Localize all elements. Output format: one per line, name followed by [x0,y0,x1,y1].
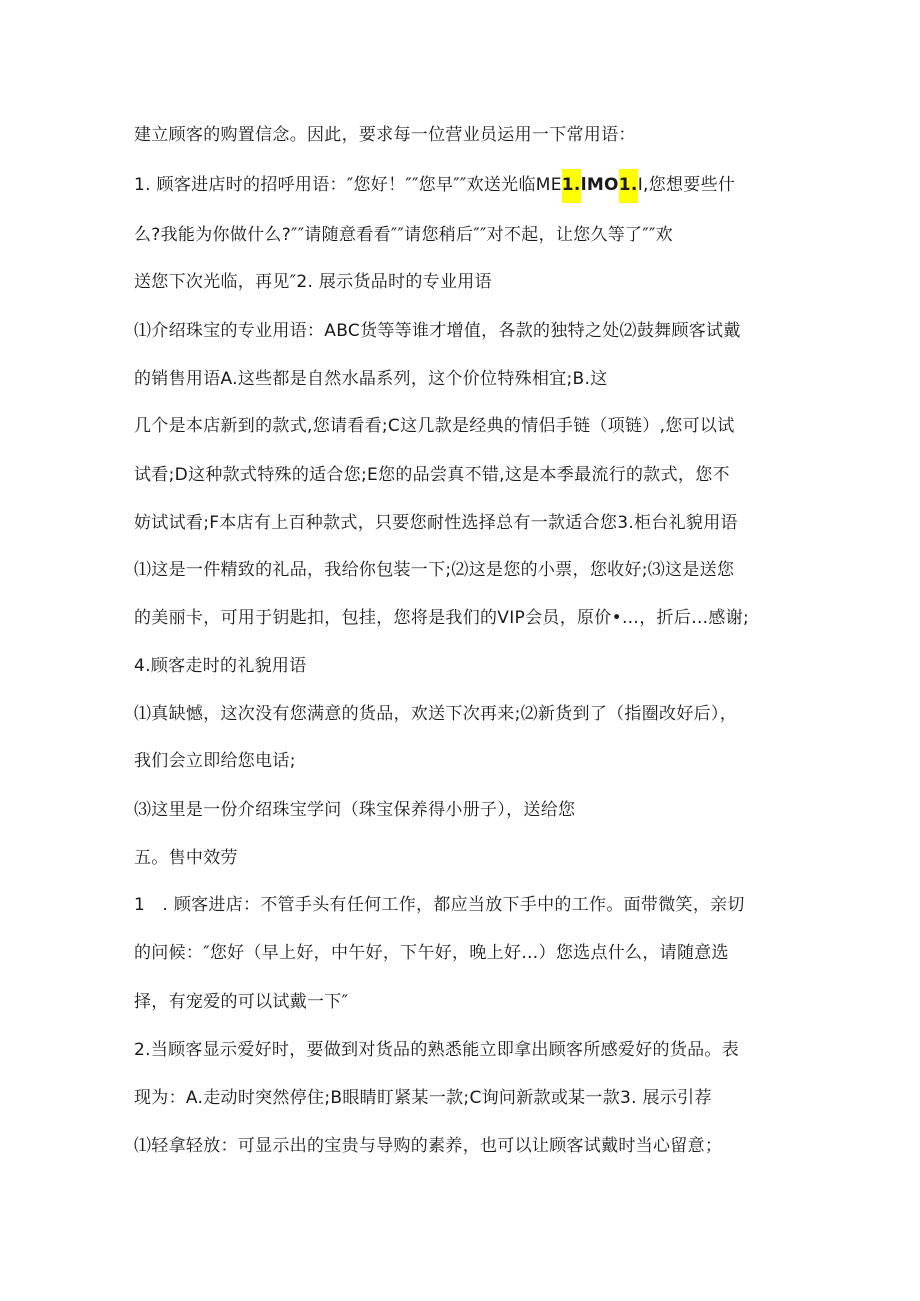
text-line-6: 的销售用语A.这些都是自然水晶系列，这个价位特殊相宜;B.这 [134,369,608,389]
text-line-15: ⑶这里是一份介绍珠宝学问（珠宝保养得小册子），送给您 [134,800,576,820]
text-line-20: 2.当顾客显示爱好时，要做到对货品的熟悉能立即拿出顾客所感爱好的货品。表 [134,1040,740,1060]
text-line-14: 我们会立即给您电话; [134,751,296,771]
text-line-2-end: I,您想要些什 [637,175,736,195]
text-line-17: 1 . 顾客进店：不管手头有任何工作，都应当放下手中的工作。面带微笑，亲切 [134,895,745,915]
text-line-10: ⑴这是一件精致的礼品，我给你包装一下;⑵这是您的小票，您收好;⑶这是送您 [134,560,735,580]
text-line-13: ⑴真缺憾，这次没有您满意的货品，欢送下次再来;⑵新货到了（指圈改好后）， [134,704,738,724]
text-line-2 [134,173,794,197]
text-line-1: 建立顾客的购置信念。因此，要求每一位营业员运用一下常用语： [134,125,636,145]
text-line-21: 现为：A.走动时突然停住;B眼睛盯紧某一款;C询问新款或某一款3. 展示引荐 [134,1088,712,1108]
text-line-18: 的问候：″您好（早上好，中午好，下午好，晚上好…）您选点什么，请随意选 [134,943,729,963]
text-line-5: ⑴介绍珠宝的专业用语：ABC货等等谁才增值，各款的独特之处⑵鼓舞顾客试戴 [134,321,741,341]
text-line-22: ⑴轻拿轻放：可显示出的宝贵与导购的素养，也可以让顾客试戴时当心留意； [134,1136,723,1156]
section-heading: 五。售中效劳 [134,848,238,868]
text-line-9: 妨试试看;F本店有上百种款式，只要您耐性选择总有一款适合您3.柜台礼貌用语 [134,513,738,533]
highlight-mark-2: 1. [619,169,638,203]
text-line-2-start: 1. 顾客进店时的招呼用语：″您好！″″您早″″欢送光临ME [134,175,562,195]
text-line-2-mid: lMO [580,175,619,195]
text-line-12: 4.顾客走时的礼貌用语 [134,656,307,676]
text-line-19: 择，有宠爱的可以试戴一下″ [134,992,349,1012]
text-line-7: 几个是本店新到的款式,您请看看;C这几款是经典的情侣手链（项链）,您可以试 [134,416,735,436]
text-line-3: 么?我能为你做什么?″″请随意看看″″请您稍后″″对不起，让您久等了″″欢 [134,225,673,245]
highlight-mark-1: 1. [562,169,581,203]
text-line-11: 的美丽卡，可用于钥匙扣，包挂，您将是我们的VIP会员，原价•…，折后…感谢; [134,608,750,628]
text-line-4: 送您下次光临，再见″2. 展示货品时的专业用语 [134,272,492,292]
text-line-8: 试看;D这种款式特殊的适合您;E您的品尝真不错,这是本季最流行的款式，您不 [134,465,730,485]
